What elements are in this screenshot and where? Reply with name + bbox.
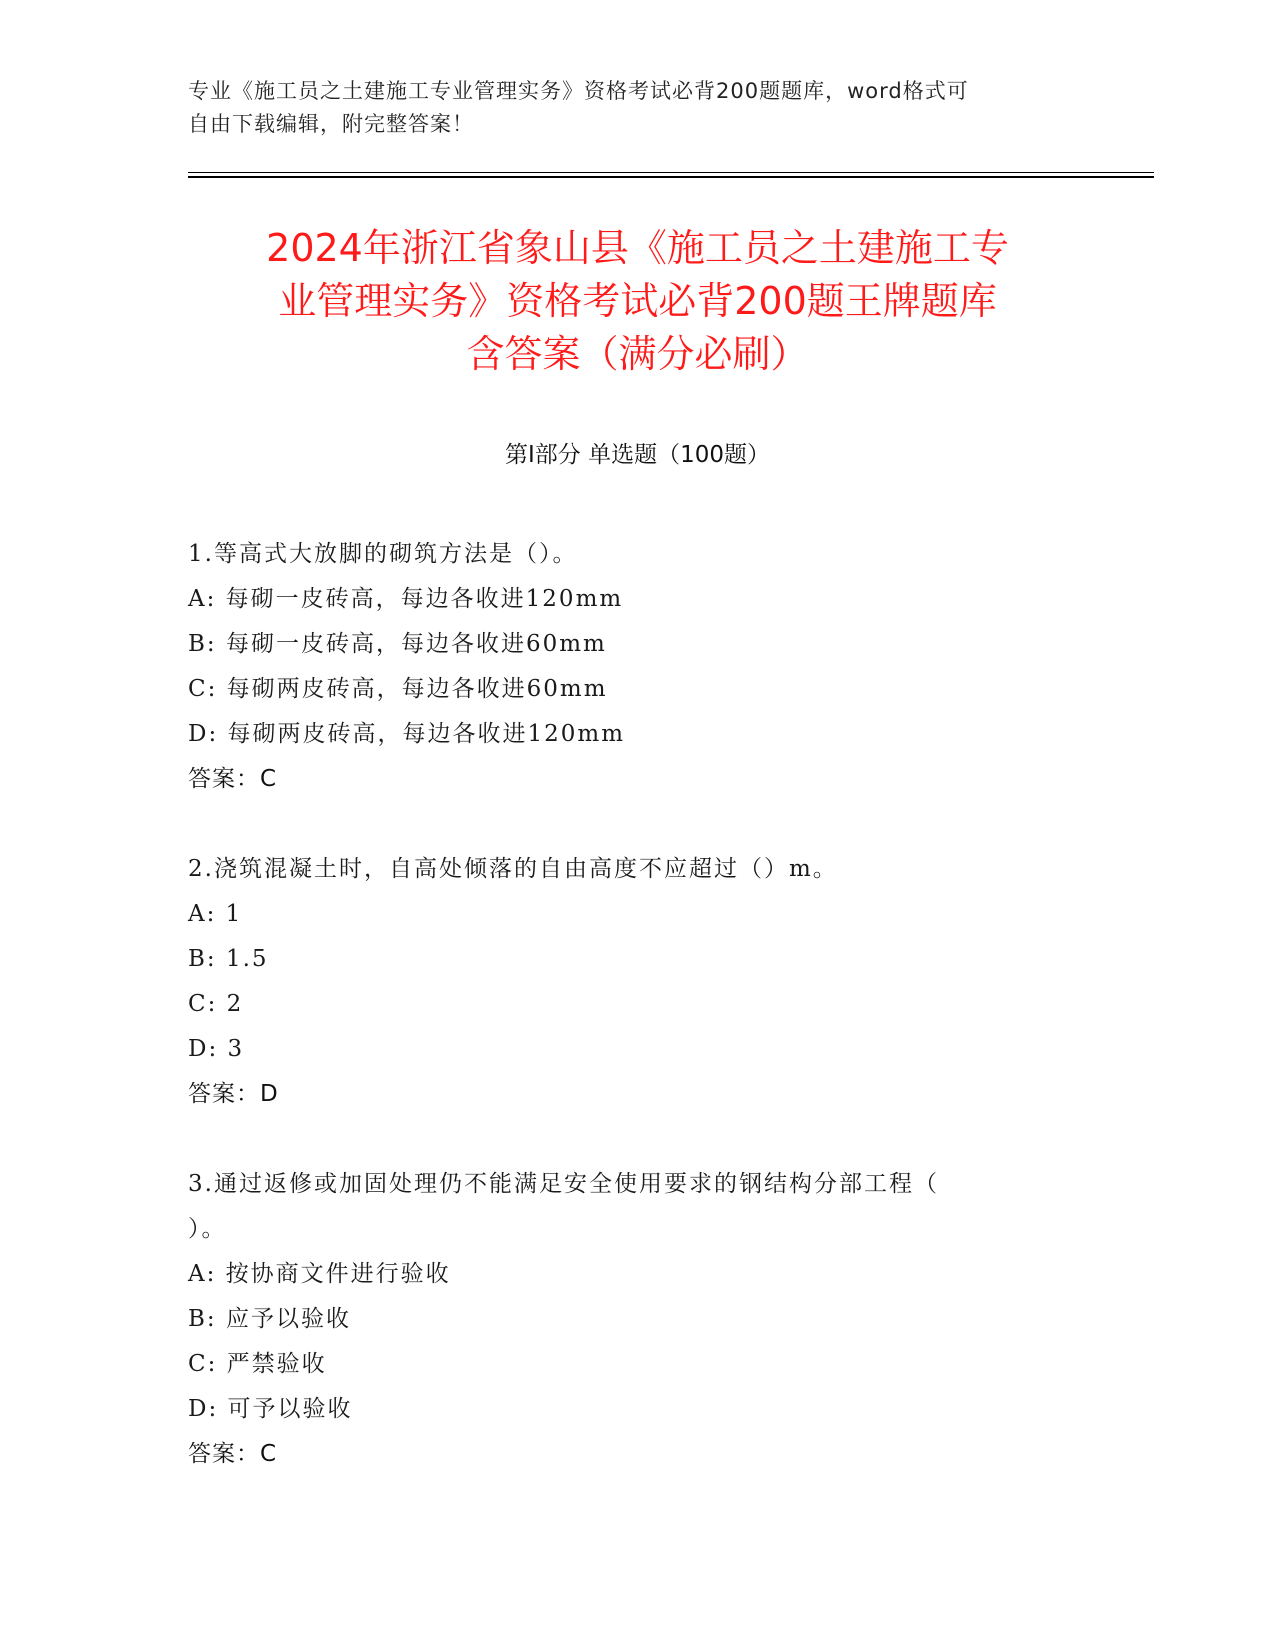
document-title-line-2: 业管理实务》资格考试必背200题王牌题库 bbox=[278, 279, 997, 323]
section-heading: 第Ⅰ部分 单选题（100题） bbox=[505, 442, 770, 468]
option-a: A: 每砌一皮砖高，每边各收进120mm bbox=[188, 586, 624, 612]
question-2 bbox=[188, 847, 1068, 1117]
question-stem-line-2: ）。 bbox=[188, 1216, 227, 1242]
header-divider-thick bbox=[188, 176, 1154, 178]
answer: 答案：C bbox=[188, 1441, 278, 1467]
option-b: B: 每砌一皮砖高，每边各收进60mm bbox=[188, 631, 607, 657]
option-b: B: 1.5 bbox=[188, 946, 269, 972]
option-d: D: 3 bbox=[188, 1036, 245, 1062]
option-d: D: 每砌两皮砖高，每边各收进120mm bbox=[188, 721, 626, 747]
question-stem: 2.浇筑混凝土时，自高处倾落的自由高度不应超过（）m。 bbox=[188, 856, 838, 882]
question-stem: 1.等高式大放脚的砌筑方法是（）。 bbox=[188, 541, 578, 567]
question-list bbox=[188, 532, 1068, 1522]
question-1 bbox=[188, 532, 1068, 802]
document-title-line-1: 2024年浙江省象山县《施工员之土建施工专 bbox=[266, 226, 1009, 270]
header-note bbox=[188, 75, 1068, 141]
question-3 bbox=[188, 1162, 1068, 1477]
header-divider-thin bbox=[188, 172, 1154, 173]
option-a: A: 1 bbox=[188, 901, 243, 927]
header-note-line-1: 专业《施工员之土建施工专业管理实务》资格考试必背200题题库，word格式可 bbox=[188, 79, 969, 103]
header-note-line-2: 自由下载编辑，附完整答案！ bbox=[188, 112, 474, 136]
option-c: C: 每砌两皮砖高，每边各收进60mm bbox=[188, 676, 608, 702]
option-c: C: 严禁验收 bbox=[188, 1351, 327, 1377]
option-a: A: 按协商文件进行验收 bbox=[188, 1261, 451, 1287]
document-title bbox=[150, 222, 1125, 381]
question-stem-line-1: 3.通过返修或加固处理仍不能满足安全使用要求的钢结构分部工程（ bbox=[188, 1171, 939, 1197]
answer: 答案：D bbox=[188, 1081, 279, 1107]
option-d: D: 可予以验收 bbox=[188, 1396, 353, 1422]
option-b: B: 应予以验收 bbox=[188, 1306, 351, 1332]
document-title-line-3: 含答案（满分必刷） bbox=[466, 332, 809, 376]
answer: 答案：C bbox=[188, 766, 278, 792]
option-c: C: 2 bbox=[188, 991, 244, 1017]
